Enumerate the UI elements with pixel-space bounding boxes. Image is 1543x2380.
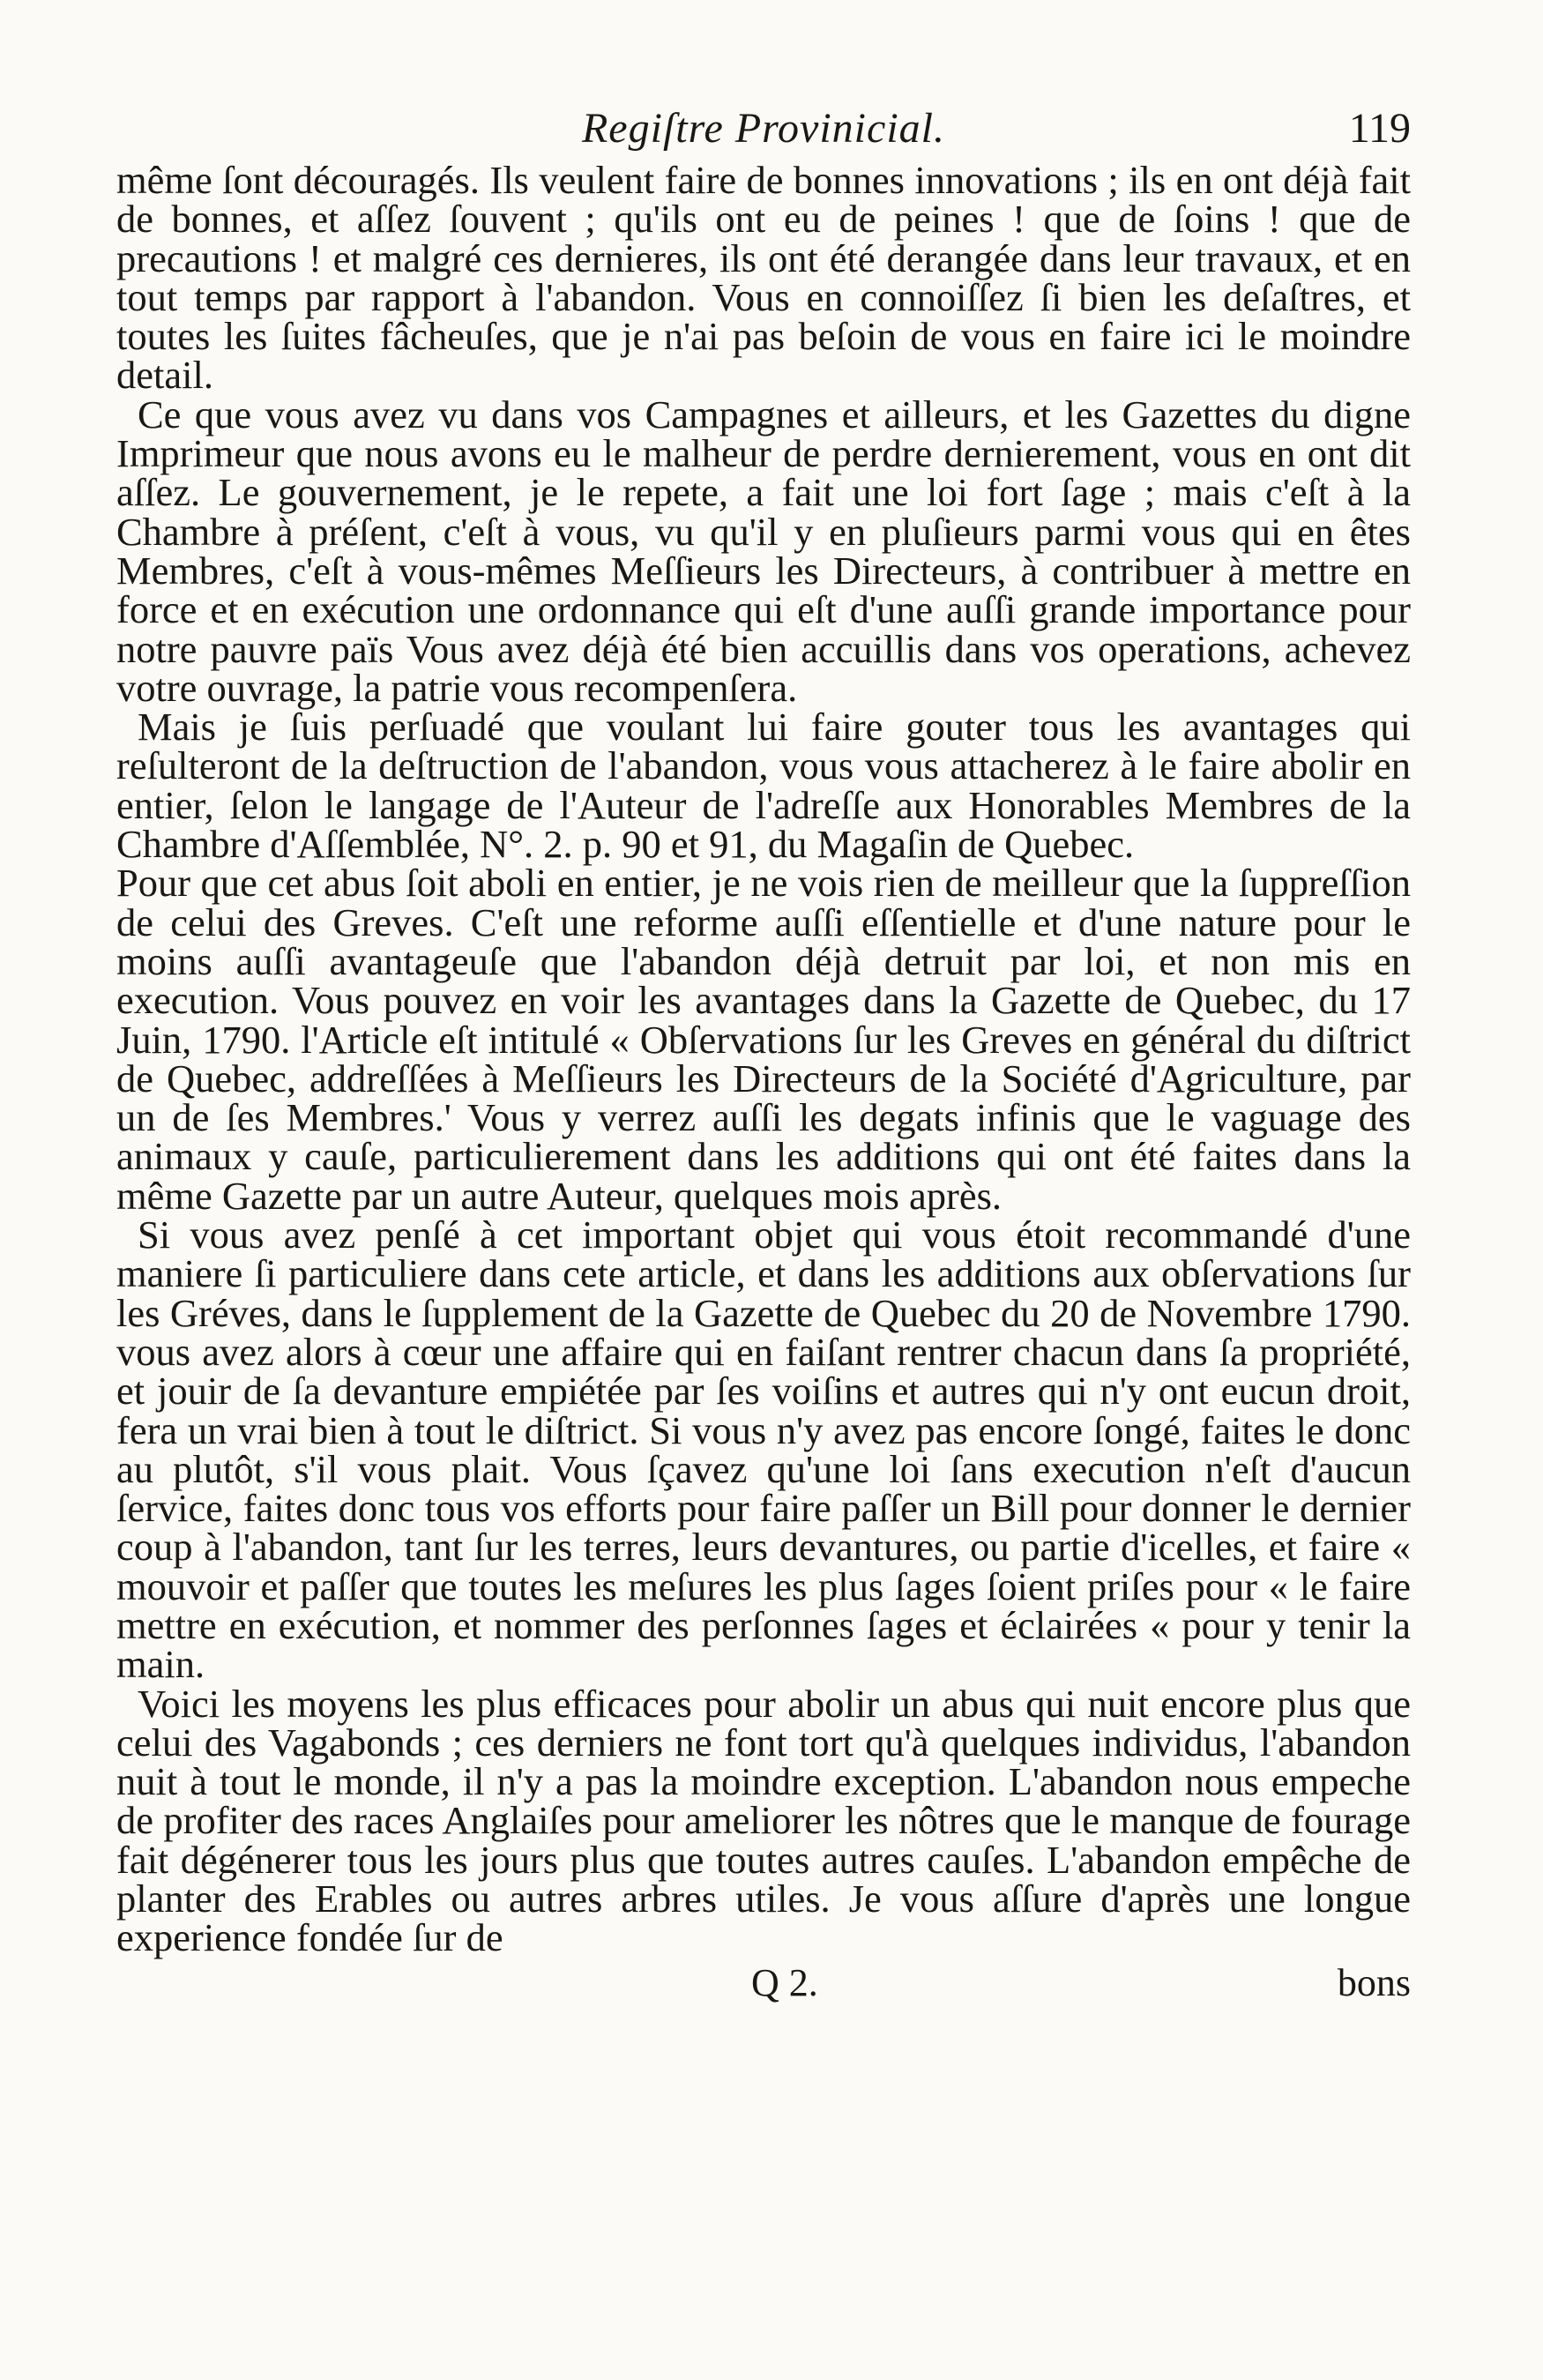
paragraph: Si vous avez penſé à cet important objet qui vous étoit recommandé d'une maniere ſi particuliere dans cete article, et dans les additions aux obſervations ſur les Gréves, dans le ſupplement de la Gazette de Quebec du 20 de Novembre 1790. vous avez alors à cœur une affaire qui en faiſant rentrer chacun dans ſa propriété, et jouir de ſa devanture empiétée par ſes voiſins et autres qui n'y ont eucun droit, fera un vrai bien à tout le diſtrict. Si vous n'y avez pas encore ſongé, faites le donc au plutôt, s'il vous plait. Vous ſçavez qu'une loi ſans execution n'eſt d'aucun ſervice, faites donc tous vos efforts pour faire paſſer un Bill pour donner le dernier coup à l'abandon, tant ſur les terres, leurs devantures, ou partie d'icelles, et faire « mouvoir et paſſer que toutes les meſures les plus ſages ſoient priſes pour « le faire mettre en exécution, et nommer des perſonnes ſages et éclairées « pour y tenir la main. — [116, 1212, 1411, 1687]
signature-mark: Q 2. — [751, 1960, 818, 2004]
page-number: 119 — [1348, 105, 1411, 152]
paragraph: Ce que vous avez vu dans vos Campagnes et ailleurs, et les Gazettes du digne Imprimeur que nous avons eu le malheur de perdre dernierement, vous en ont dit aſſez. Le gouvernement, je le repete, a fait une loi fort ſage ; mais c'eſt à la Chambre à préſent, c'eſt à vous, vu qu'il y en pluſieurs parmi vous qui en êtes Membres, c'eſt à vous-mêmes Meſſieurs les Directeurs, à contribuer à mettre en force et en exécution une ordonnance qui eſt d'une auſſi grande importance pour notre pauvre païs Vous avez déjà été bien accuillis dans vos operations, achevez votre ouvrage, la patrie vous recompenſera. — [116, 392, 1411, 710]
paragraph: Pour que cet abus ſoit aboli en entier, je ne vois rien de meilleur que la ſuppreſſion de celui des Greves. C'eſt une reforme auſſi eſſentielle et d'une nature pour le moins auſſi avantageuſe que l'abandon déjà detruit par loi, et non mis en execution. Vous pouvez en voir les avantages dans la Gazette de Quebec, du 17 Juin, 1790. l'Article eſt intitulé « Obſervations ſur les Greves en général du diſtrict de Quebec, addreſſées à Meſſieurs les Directeurs de la Société d'Agriculture, par un de ſes Membres.' Vous y verrez auſſi les degats infinis que le vaguage des animaux y cauſe, particulierement dans les additions qui ont été faites dans la même Gazette par un autre Auteur, quelques mois après. — [116, 861, 1411, 1218]
paragraph: Voici les moyens les plus efficaces pour abolir un abus qui nuit encore plus que celui des Vagabonds ; ces derniers ne font tort qu'à quelques individus, l'abandon nuit à tout le monde, il n'y a pas la moindre exception. L'abandon nous empeche de profiter des races Anglaiſes pour ameliorer les nôtres que le manque de fourage fait dégénerer tous les jours plus que toutes autres cauſes. L'abandon empêche de planter des Erables ou autres arbres utiles. Je vous aſſure d'après une longue experience fondée ſur de — [116, 1681, 1411, 1960]
body-text — [116, 160, 1411, 1958]
running-title: Regiſtre Provinicial. — [581, 105, 945, 152]
paragraph: Mais je ſuis perſuadé que voulant lui faire gouter tous les avantages qui reſulteront de la deſtruction de l'abandon, vous vous attacherez à le faire abolir en entier, ſelon le langage de l'Auteur de l'adreſſe aux Honorables Membres de la Chambre d'Aſſemblée, N°. 2. p. 90 et 91, du Magaſin de Quebec. — [116, 705, 1411, 867]
page-footer — [116, 1961, 1411, 2005]
catchword: bons — [1337, 1960, 1411, 2004]
paragraph: même ſont découragés. Ils veulent faire de bonnes innovations ; ils en ont déjà fait de bonnes, et aſſez ſouvent ; qu'ils ont eu de peines ! que de ſoins ! que de precautions ! et malgré ces dernieres, ils ont été derangée dans leur travaux, et en tout temps par rapport à l'abandon. Vous en connoiſſez ſi bien les deſaſtres, et toutes les ſuites fâcheuſes, que je n'ai pas beſoin de vous en faire ici le moindre detail. — [116, 158, 1411, 398]
running-head — [116, 102, 1411, 155]
